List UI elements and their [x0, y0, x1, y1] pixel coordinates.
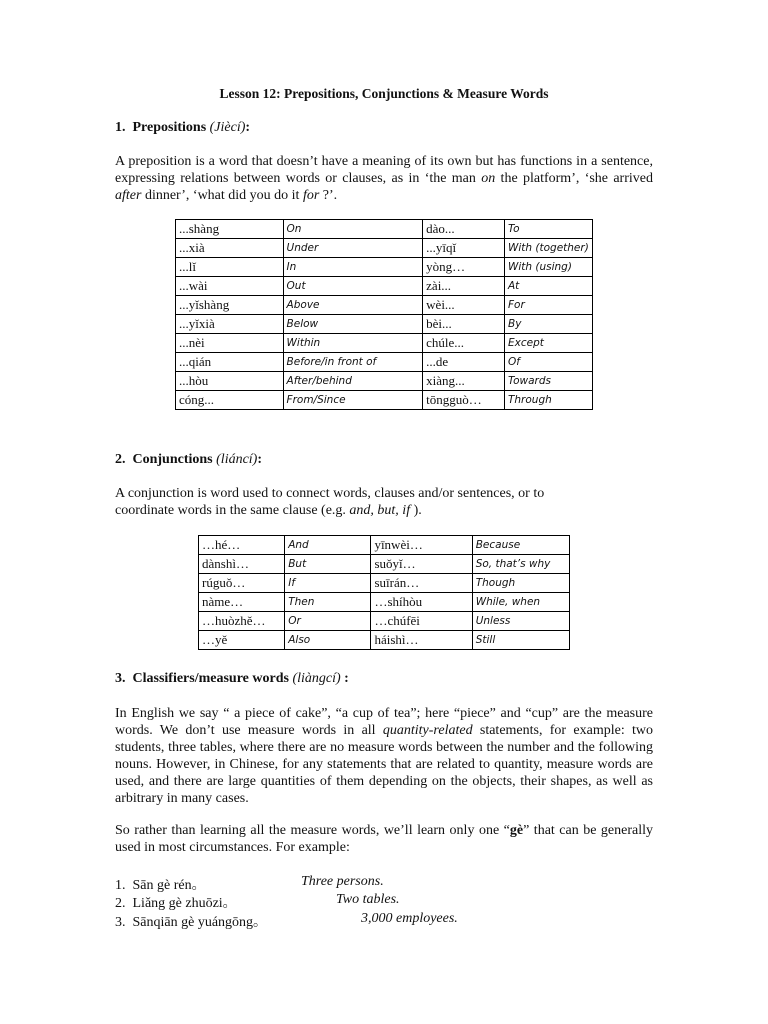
pinyin-cell: zài...: [423, 277, 505, 296]
pinyin-cell: ...yīqǐ: [423, 239, 505, 258]
section-pinyin: (liàngcí): [292, 671, 341, 686]
pinyin-cell: nàme…: [199, 593, 285, 612]
pinyin-cell: ...yǐshàng: [176, 296, 284, 315]
example-item: [115, 911, 458, 931]
section-title: Classifiers/measure words: [132, 671, 289, 686]
meaning-cell: Before/in front of: [283, 353, 423, 372]
prepositions-paragraph: [115, 153, 653, 204]
pinyin-cell: rúguǒ…: [199, 574, 285, 593]
table-row: [199, 574, 570, 593]
text-run: after: [115, 188, 142, 203]
meaning-cell: In: [283, 258, 423, 277]
meaning-cell: To: [504, 220, 592, 239]
example-english: Two tables.: [336, 892, 400, 907]
pinyin-cell: ...hòu: [176, 372, 284, 391]
meaning-cell: By: [504, 315, 592, 334]
table-row: [176, 391, 593, 410]
example-item: [115, 892, 400, 912]
meaning-cell: If: [285, 574, 371, 593]
meaning-cell: But: [285, 555, 371, 574]
pinyin-cell: ...shàng: [176, 220, 284, 239]
pinyin-cell: chúle...: [423, 334, 505, 353]
conjunctions-table: [198, 535, 570, 650]
meaning-cell: Also: [285, 631, 371, 650]
table-row: [199, 555, 570, 574]
meaning-cell: Unless: [472, 612, 569, 631]
prepositions-heading: [115, 120, 250, 136]
table-row: [176, 372, 593, 391]
section-number: 3.: [115, 671, 126, 686]
table-row: [176, 334, 593, 353]
classifiers-paragraph: [115, 705, 653, 807]
meaning-cell: For: [504, 296, 592, 315]
table-row: [199, 612, 570, 631]
text-run: ?’.: [319, 188, 338, 203]
pinyin-cell: háishì…: [371, 631, 472, 650]
section-pinyin: (Jiècí): [209, 120, 246, 135]
text-run: statements, for example: two students, three tables, where there are no measure words between the number and the following nouns. However, in Chinese, for any statements that are related to quantity, measure words are used, and there are large quantities of them depending on the objects, their shapes, as well as arbitrary in many cases.: [115, 723, 654, 806]
table-row: [176, 277, 593, 296]
section-title: Conjunctions: [132, 452, 213, 467]
meaning-cell: Though: [472, 574, 569, 593]
section-colon: :: [245, 120, 251, 135]
table-row: [199, 593, 570, 612]
meaning-cell: On: [283, 220, 423, 239]
pinyin-cell: xiàng...: [423, 372, 505, 391]
pinyin-cell: tōngguò…: [423, 391, 505, 410]
example-number: 1.: [115, 878, 126, 893]
meaning-cell: Through: [504, 391, 592, 410]
text-run: gè: [509, 823, 524, 838]
pinyin-cell: dào...: [423, 220, 505, 239]
conjunctions-paragraph: [115, 485, 595, 519]
section-colon: :: [340, 671, 349, 686]
text-run: dinner’, ‘what did you do it: [141, 188, 303, 203]
meaning-cell: At: [504, 277, 592, 296]
example-english: 3,000 employees.: [361, 911, 458, 926]
meaning-cell: Of: [504, 353, 592, 372]
classifiers-heading: [115, 671, 349, 687]
meaning-cell: Below: [283, 315, 423, 334]
text-run: In English we say “ a piece of cake”, “a cup of tea”; here “piece” and “cup” are the measure words. We don’t use measure words in all: [115, 706, 653, 738]
text-run: ).: [410, 503, 422, 518]
pinyin-cell: ...de: [423, 353, 505, 372]
section-colon: :: [257, 452, 263, 467]
meaning-cell: From/Since: [283, 391, 423, 410]
pinyin-cell: …yě: [199, 631, 285, 650]
section-title: Prepositions: [132, 120, 207, 135]
table-row: [176, 296, 593, 315]
text-run: the platform’, ‘she arrived: [495, 171, 653, 186]
meaning-cell: After/behind: [283, 372, 423, 391]
gè-paragraph: [115, 822, 653, 856]
pinyin-cell: yīnwèi…: [371, 536, 472, 555]
example-number: 3.: [115, 915, 126, 930]
meaning-cell: Then: [285, 593, 371, 612]
pinyin-cell: suǒyǐ…: [371, 555, 472, 574]
pinyin-cell: bèi...: [423, 315, 505, 334]
example-number: 2.: [115, 896, 126, 911]
meaning-cell: Under: [283, 239, 423, 258]
meaning-cell: Above: [283, 296, 423, 315]
meaning-cell: And: [285, 536, 371, 555]
section-number: 1.: [115, 120, 126, 135]
example-pinyin: Liǎng gè zhuōzi。: [132, 896, 237, 911]
pinyin-cell: ...qián: [176, 353, 284, 372]
text-run: A conjunction is word used to connect words, clauses and/or sentences, or to coordinate words in the same clause (e.g.: [115, 486, 545, 518]
prepositions-table: [175, 219, 593, 410]
table-row: [176, 239, 593, 258]
meaning-cell: Because: [472, 536, 569, 555]
table-row: [176, 258, 593, 277]
table-row: [176, 220, 593, 239]
pinyin-cell: ...lǐ: [176, 258, 284, 277]
table-row: [199, 536, 570, 555]
meaning-cell: Towards: [504, 372, 592, 391]
pinyin-cell: cóng...: [176, 391, 284, 410]
pinyin-cell: ...yǐxià: [176, 315, 284, 334]
text-run: A preposition is a word that doesn’t have a meaning of its own but has functions in a sentence, expressing relations between words or clauses, as in ‘the man: [115, 154, 653, 186]
meaning-cell: Within: [283, 334, 423, 353]
pinyin-cell: …chúfēi: [371, 612, 472, 631]
pinyin-cell: …hé…: [199, 536, 285, 555]
meaning-cell: Except: [504, 334, 592, 353]
section-number: 2.: [115, 452, 126, 467]
pinyin-cell: dànshì…: [199, 555, 285, 574]
conjunctions-heading: [115, 452, 262, 468]
pinyin-cell: ...wài: [176, 277, 284, 296]
text-run: ” that can be generally used in most circumstances. For example:: [115, 823, 654, 855]
table-row: [176, 353, 593, 372]
table-row: [176, 315, 593, 334]
meaning-cell: Still: [472, 631, 569, 650]
pinyin-cell: …huòzhě…: [199, 612, 285, 631]
meaning-cell: Or: [285, 612, 371, 631]
pinyin-cell: yòng…: [423, 258, 505, 277]
pinyin-cell: wèi...: [423, 296, 505, 315]
section-pinyin: (liáncí): [216, 452, 258, 467]
example-item: [115, 874, 384, 894]
pinyin-cell: suīrán…: [371, 574, 472, 593]
example-pinyin: Sān gè rén。: [132, 878, 206, 893]
meaning-cell: With (together): [504, 239, 592, 258]
text-run: and, but, if: [349, 503, 411, 518]
text-run: So rather than learning all the measure words, we’ll learn only one “: [115, 823, 510, 838]
meaning-cell: So, that’s why: [472, 555, 569, 574]
pinyin-cell: ...xià: [176, 239, 284, 258]
text-run: quantity-related: [382, 723, 473, 738]
pinyin-cell: ...nèi: [176, 334, 284, 353]
example-pinyin: Sānqiān gè yuángōng。: [132, 915, 268, 930]
meaning-cell: With (using): [504, 258, 592, 277]
text-run: for: [302, 188, 320, 203]
pinyin-cell: …shíhòu: [371, 593, 472, 612]
meaning-cell: Out: [283, 277, 423, 296]
lesson-title: Lesson 12: Prepositions, Conjunctions & Measure Words: [219, 86, 549, 101]
table-row: [199, 631, 570, 650]
text-run: on: [481, 171, 496, 186]
meaning-cell: While, when: [472, 593, 569, 612]
example-english: Three persons.: [301, 874, 384, 889]
